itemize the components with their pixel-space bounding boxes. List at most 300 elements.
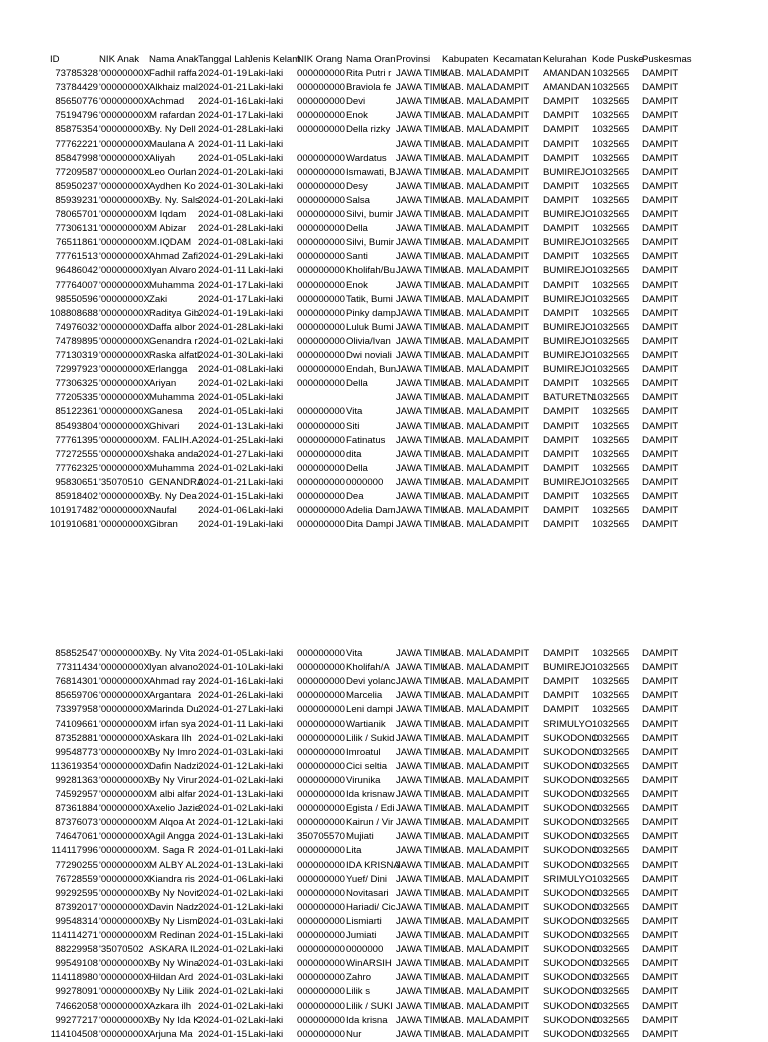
- cell-nik-anak[interactable]: '00000000X: [99, 420, 150, 432]
- cell-nama-anak[interactable]: Kiandra ris: [149, 873, 195, 885]
- cell-kode-puskesmas[interactable]: 1032565: [592, 873, 630, 885]
- cell-kelurahan[interactable]: DAMPIT: [543, 180, 580, 192]
- cell-jenis-kelamin[interactable]: Laki-laki: [248, 138, 284, 150]
- cell-kabupaten[interactable]: KAB. MALA: [442, 392, 493, 404]
- cell-jenis-kelamin[interactable]: Laki-laki: [248, 110, 284, 122]
- cell-jenis-kelamin[interactable]: Laki-laki: [248, 209, 284, 220]
- cell-nik-orang[interactable]: 000000000: [297, 96, 346, 108]
- cell-kabupaten[interactable]: KAB. MALA: [442, 462, 493, 474]
- cell-kecamatan[interactable]: DAMPIT: [493, 519, 530, 531]
- cell-jenis-kelamin[interactable]: Laki-laki: [248, 82, 284, 94]
- cell-provinsi[interactable]: JAWA TIMU: [396, 335, 448, 347]
- cell-nama-orang[interactable]: Olivia/Ivan: [346, 335, 391, 347]
- cell-kelurahan[interactable]: BUMIREJO: [543, 166, 593, 178]
- cell-kelurahan[interactable]: DAMPIT: [543, 194, 580, 206]
- cell-id[interactable]: 77764007: [55, 279, 98, 291]
- cell-tanggal-lahir[interactable]: 2024-01-12: [198, 817, 248, 829]
- cell-provinsi[interactable]: JAWA TIMU: [396, 662, 448, 674]
- cell-kecamatan[interactable]: DAMPIT: [493, 690, 530, 702]
- cell-kode-puskesmas[interactable]: 1032565: [592, 690, 630, 702]
- cell-id[interactable]: 77130319: [55, 350, 98, 361]
- cell-kecamatan[interactable]: DAMPIT: [493, 152, 530, 164]
- cell-kecamatan[interactable]: DAMPIT: [493, 364, 530, 376]
- cell-kelurahan[interactable]: DAMPIT: [543, 378, 580, 390]
- cell-nik-orang[interactable]: 000000000: [297, 110, 346, 122]
- cell-puskesmas[interactable]: DAMPIT: [642, 223, 679, 235]
- cell-puskesmas[interactable]: DAMPIT: [642, 194, 679, 206]
- cell-kecamatan[interactable]: DAMPIT: [493, 718, 530, 730]
- cell-provinsi[interactable]: JAWA TIMU: [396, 138, 448, 150]
- cell-nama-orang[interactable]: 0000000: [346, 944, 384, 956]
- cell-tanggal-lahir[interactable]: 2024-01-08: [198, 364, 248, 376]
- cell-jenis-kelamin[interactable]: Laki-laki: [248, 845, 284, 857]
- cell-kelurahan[interactable]: DAMPIT: [543, 110, 580, 122]
- cell-provinsi[interactable]: JAWA TIMU: [396, 789, 448, 800]
- cell-puskesmas[interactable]: DAMPIT: [642, 901, 679, 913]
- cell-kabupaten[interactable]: KAB. MALA: [442, 732, 493, 744]
- cell-kelurahan[interactable]: SUKODONO: [543, 901, 599, 913]
- cell-kode-puskesmas[interactable]: 1032565: [592, 859, 630, 871]
- cell-nik-anak[interactable]: '00000000X: [99, 124, 150, 136]
- cell-provinsi[interactable]: JAWA TIMU: [396, 803, 448, 815]
- cell-puskesmas[interactable]: DAMPIT: [642, 350, 679, 361]
- cell-puskesmas[interactable]: DAMPIT: [642, 152, 679, 164]
- cell-kelurahan[interactable]: DAMPIT: [543, 448, 580, 460]
- cell-id[interactable]: 77290255: [55, 859, 98, 871]
- cell-nama-anak[interactable]: M ALBY AL: [149, 859, 198, 871]
- cell-kabupaten[interactable]: KAB. MALA: [442, 789, 493, 800]
- cell-kelurahan[interactable]: SUKODONO: [543, 746, 599, 758]
- cell-id[interactable]: 77209587: [55, 166, 98, 178]
- cell-kelurahan[interactable]: BUMIREJO: [543, 265, 593, 277]
- cell-puskesmas[interactable]: DAMPIT: [642, 209, 679, 220]
- cell-nama-anak[interactable]: Alkhaiz mal: [149, 82, 199, 94]
- cell-tanggal-lahir[interactable]: 2024-01-20: [198, 194, 248, 206]
- cell-kabupaten[interactable]: KAB. MALA: [442, 915, 493, 927]
- cell-tanggal-lahir[interactable]: 2024-01-08: [198, 209, 248, 220]
- cell-jenis-kelamin[interactable]: Laki-laki: [248, 335, 284, 347]
- cell-nama-anak[interactable]: Raditya Gib: [149, 307, 200, 319]
- cell-provinsi[interactable]: JAWA TIMU: [396, 873, 448, 885]
- cell-jenis-kelamin[interactable]: Laki-laki: [248, 237, 284, 249]
- cell-id[interactable]: 77762221: [55, 138, 98, 150]
- column-header[interactable]: ID: [50, 54, 60, 65]
- cell-nik-anak[interactable]: '00000000X: [99, 321, 150, 333]
- cell-nama-orang[interactable]: Tatik, Bumi: [346, 293, 393, 305]
- column-header[interactable]: Provinsi: [396, 54, 431, 65]
- cell-kabupaten[interactable]: KAB. MALA: [442, 690, 493, 702]
- cell-provinsi[interactable]: JAWA TIMU: [396, 859, 448, 871]
- cell-nama-orang[interactable]: Della: [346, 462, 368, 474]
- cell-kode-puskesmas[interactable]: 1032565: [592, 648, 630, 659]
- cell-tanggal-lahir[interactable]: 2024-01-28: [198, 124, 248, 136]
- cell-jenis-kelamin[interactable]: Laki-laki: [248, 491, 284, 502]
- cell-tanggal-lahir[interactable]: 2024-01-27: [198, 704, 248, 716]
- cell-provinsi[interactable]: JAWA TIMU: [396, 124, 448, 136]
- cell-kabupaten[interactable]: KAB. MALA: [442, 420, 493, 432]
- cell-nik-orang[interactable]: [297, 391, 345, 405]
- cell-provinsi[interactable]: JAWA TIMU: [396, 96, 448, 108]
- cell-jenis-kelamin[interactable]: Laki-laki: [248, 68, 284, 79]
- cell-puskesmas[interactable]: DAMPIT: [642, 321, 679, 333]
- cell-nama-orang[interactable]: Kholifah/Bu: [346, 265, 396, 277]
- cell-provinsi[interactable]: JAWA TIMU: [396, 944, 448, 956]
- cell-tanggal-lahir[interactable]: 2024-01-02: [198, 732, 248, 744]
- cell-kode-puskesmas[interactable]: 1032565: [592, 704, 630, 716]
- cell-nik-anak[interactable]: '35070510: [99, 476, 144, 488]
- cell-kode-puskesmas[interactable]: 1032565: [592, 958, 630, 970]
- cell-nama-anak[interactable]: Erlangga: [149, 364, 188, 376]
- cell-kecamatan[interactable]: DAMPIT: [493, 774, 530, 786]
- cell-kelurahan[interactable]: SUKODONO: [543, 732, 599, 744]
- cell-nik-orang[interactable]: 000000000: [297, 505, 346, 517]
- cell-nik-anak[interactable]: '00000000X: [99, 519, 150, 531]
- cell-kabupaten[interactable]: KAB. MALA: [442, 265, 493, 277]
- cell-nik-anak[interactable]: '00000000X: [99, 915, 150, 927]
- cell-id[interactable]: 96486042: [55, 265, 98, 277]
- cell-id[interactable]: 74976032: [55, 321, 98, 333]
- cell-puskesmas[interactable]: DAMPIT: [642, 704, 679, 716]
- cell-jenis-kelamin[interactable]: Laki-laki: [248, 746, 284, 758]
- cell-puskesmas[interactable]: DAMPIT: [642, 378, 679, 390]
- cell-jenis-kelamin[interactable]: Laki-laki: [248, 817, 284, 829]
- cell-nama-anak[interactable]: Hildan Ard: [149, 972, 194, 984]
- cell-nama-orang[interactable]: Devi: [346, 96, 366, 108]
- cell-nik-anak[interactable]: '00000000X: [99, 774, 150, 786]
- cell-id[interactable]: 74647061: [55, 831, 98, 843]
- cell-puskesmas[interactable]: DAMPIT: [642, 831, 679, 843]
- cell-tanggal-lahir[interactable]: 2024-01-30: [198, 180, 248, 192]
- cell-nik-orang[interactable]: 000000000: [297, 237, 346, 249]
- cell-jenis-kelamin[interactable]: Laki-laki: [248, 519, 284, 531]
- cell-nik-orang[interactable]: 000000000: [297, 378, 346, 390]
- cell-nama-orang[interactable]: Zahro: [346, 972, 372, 984]
- cell-provinsi[interactable]: JAWA TIMU: [396, 746, 448, 758]
- cell-kelurahan[interactable]: DAMPIT: [543, 690, 580, 702]
- cell-nama-anak[interactable]: M Redinan: [149, 930, 196, 941]
- cell-nama-orang[interactable]: Dita Dampi: [346, 519, 394, 531]
- cell-kecamatan[interactable]: DAMPIT: [493, 704, 530, 716]
- cell-kabupaten[interactable]: KAB. MALA: [442, 958, 493, 970]
- cell-nik-orang[interactable]: 000000000: [297, 732, 346, 744]
- cell-nik-anak[interactable]: '00000000X: [99, 462, 150, 474]
- cell-puskesmas[interactable]: DAMPIT: [642, 237, 679, 249]
- cell-kecamatan[interactable]: DAMPIT: [493, 293, 530, 305]
- cell-nik-orang[interactable]: 000000000: [297, 335, 346, 347]
- cell-kode-puskesmas[interactable]: 1032565: [592, 293, 630, 305]
- cell-puskesmas[interactable]: DAMPIT: [642, 364, 679, 376]
- cell-puskesmas[interactable]: DAMPIT: [642, 68, 679, 79]
- cell-id[interactable]: 85852547: [55, 648, 98, 659]
- cell-tanggal-lahir[interactable]: 2024-01-11: [198, 718, 247, 730]
- cell-tanggal-lahir[interactable]: 2024-01-02: [198, 462, 248, 474]
- cell-kecamatan[interactable]: DAMPIT: [493, 82, 530, 94]
- cell-provinsi[interactable]: JAWA TIMU: [396, 986, 448, 998]
- cell-puskesmas[interactable]: DAMPIT: [642, 124, 679, 136]
- cell-nama-orang[interactable]: Nur: [346, 1028, 362, 1040]
- cell-nik-anak[interactable]: '00000000X: [99, 662, 150, 674]
- cell-nama-anak[interactable]: Muhamma: [149, 279, 195, 291]
- cell-kabupaten[interactable]: KAB. MALA: [442, 237, 493, 249]
- cell-kecamatan[interactable]: DAMPIT: [493, 972, 530, 984]
- cell-provinsi[interactable]: JAWA TIMU: [396, 110, 448, 122]
- cell-nik-anak[interactable]: '00000000X: [99, 887, 150, 899]
- cell-puskesmas[interactable]: DAMPIT: [642, 986, 679, 998]
- cell-kode-puskesmas[interactable]: 1032565: [592, 803, 630, 815]
- cell-kecamatan[interactable]: DAMPIT: [493, 789, 530, 800]
- cell-id[interactable]: 77306131: [55, 223, 98, 235]
- cell-kabupaten[interactable]: KAB. MALA: [442, 930, 493, 941]
- cell-puskesmas[interactable]: DAMPIT: [642, 279, 679, 291]
- cell-nik-anak[interactable]: '00000000X: [99, 859, 150, 871]
- cell-jenis-kelamin[interactable]: Laki-laki: [248, 321, 284, 333]
- cell-nama-anak[interactable]: Arjuna Ma: [149, 1028, 193, 1040]
- cell-kelurahan[interactable]: DAMPIT: [543, 676, 580, 688]
- cell-nama-anak[interactable]: Naufal: [149, 505, 177, 517]
- cell-provinsi[interactable]: JAWA TIMU: [396, 378, 448, 390]
- cell-jenis-kelamin[interactable]: Laki-laki: [248, 972, 284, 984]
- cell-nik-orang[interactable]: 000000000: [297, 676, 346, 688]
- cell-kecamatan[interactable]: DAMPIT: [493, 944, 530, 956]
- cell-nik-anak[interactable]: '00000000X: [99, 803, 150, 815]
- cell-nik-anak[interactable]: '00000000X: [99, 732, 150, 744]
- cell-kecamatan[interactable]: DAMPIT: [493, 406, 530, 418]
- cell-kecamatan[interactable]: DAMPIT: [493, 831, 530, 843]
- cell-tanggal-lahir[interactable]: 2024-01-08: [198, 237, 248, 249]
- cell-nama-anak[interactable]: M Iqdam: [149, 209, 187, 220]
- cell-tanggal-lahir[interactable]: 2024-01-13: [198, 789, 248, 800]
- cell-kabupaten[interactable]: KAB. MALA: [442, 194, 493, 206]
- cell-nik-anak[interactable]: '00000000X: [99, 746, 150, 758]
- cell-jenis-kelamin[interactable]: Laki-laki: [248, 789, 284, 800]
- cell-provinsi[interactable]: JAWA TIMU: [396, 251, 448, 263]
- cell-nik-orang[interactable]: 000000000: [297, 124, 346, 136]
- cell-jenis-kelamin[interactable]: Laki-laki: [248, 760, 284, 772]
- cell-kecamatan[interactable]: DAMPIT: [493, 350, 530, 361]
- cell-nama-orang[interactable]: Endah, Bun: [346, 364, 397, 376]
- cell-kelurahan[interactable]: DAMPIT: [543, 434, 580, 446]
- cell-nama-orang[interactable]: Cici seltia: [346, 760, 388, 772]
- cell-kecamatan[interactable]: DAMPIT: [493, 859, 530, 871]
- cell-tanggal-lahir[interactable]: 2024-01-20: [198, 166, 248, 178]
- cell-nama-orang[interactable]: [346, 138, 395, 152]
- cell-jenis-kelamin[interactable]: Laki-laki: [248, 930, 284, 941]
- cell-tanggal-lahir[interactable]: 2024-01-06: [198, 873, 248, 885]
- cell-kabupaten[interactable]: KAB. MALA: [442, 138, 493, 150]
- cell-jenis-kelamin[interactable]: Laki-laki: [248, 958, 284, 970]
- cell-kabupaten[interactable]: KAB. MALA: [442, 364, 493, 376]
- cell-puskesmas[interactable]: DAMPIT: [642, 293, 679, 305]
- cell-nik-anak[interactable]: '00000000X: [99, 901, 150, 913]
- cell-kelurahan[interactable]: SUKODONO: [543, 930, 599, 941]
- cell-kelurahan[interactable]: SUKODONO: [543, 958, 599, 970]
- cell-tanggal-lahir[interactable]: 2024-01-12: [198, 901, 248, 913]
- cell-nik-orang[interactable]: 000000000: [297, 901, 346, 913]
- cell-provinsi[interactable]: JAWA TIMU: [396, 845, 448, 857]
- cell-provinsi[interactable]: JAWA TIMU: [396, 350, 448, 361]
- cell-puskesmas[interactable]: DAMPIT: [642, 662, 679, 674]
- cell-id[interactable]: 88229958: [55, 944, 98, 956]
- cell-puskesmas[interactable]: DAMPIT: [642, 1014, 679, 1026]
- cell-puskesmas[interactable]: DAMPIT: [642, 746, 679, 758]
- cell-nik-orang[interactable]: 000000000: [297, 648, 346, 659]
- cell-kelurahan[interactable]: BUMIREJO: [543, 209, 593, 220]
- cell-nik-anak[interactable]: '00000000X: [99, 392, 150, 404]
- cell-kabupaten[interactable]: KAB. MALA: [442, 873, 493, 885]
- cell-nama-orang[interactable]: Della: [346, 223, 368, 235]
- cell-kabupaten[interactable]: KAB. MALA: [442, 746, 493, 758]
- cell-puskesmas[interactable]: DAMPIT: [642, 972, 679, 984]
- cell-tanggal-lahir[interactable]: 2024-01-17: [198, 293, 248, 305]
- cell-kelurahan[interactable]: AMANDAN: [543, 82, 591, 94]
- cell-tanggal-lahir[interactable]: 2024-01-28: [198, 223, 248, 235]
- cell-puskesmas[interactable]: DAMPIT: [642, 873, 679, 885]
- cell-jenis-kelamin[interactable]: Laki-laki: [248, 986, 284, 998]
- cell-puskesmas[interactable]: DAMPIT: [642, 774, 679, 786]
- cell-jenis-kelamin[interactable]: Laki-laki: [248, 732, 284, 744]
- cell-nik-anak[interactable]: '00000000X: [99, 831, 150, 843]
- cell-kode-puskesmas[interactable]: 1032565: [592, 378, 630, 390]
- cell-nama-orang[interactable]: Dea: [346, 491, 364, 502]
- cell-jenis-kelamin[interactable]: Laki-laki: [248, 774, 284, 786]
- cell-kecamatan[interactable]: DAMPIT: [493, 873, 530, 885]
- cell-nama-anak[interactable]: M.IQDAM: [149, 237, 192, 249]
- cell-nik-anak[interactable]: '00000000X: [99, 845, 150, 857]
- cell-provinsi[interactable]: JAWA TIMU: [396, 307, 448, 319]
- cell-jenis-kelamin[interactable]: Laki-laki: [248, 648, 284, 659]
- cell-puskesmas[interactable]: DAMPIT: [642, 718, 679, 730]
- cell-nama-orang[interactable]: Silvi, bumir: [346, 209, 393, 220]
- cell-nama-orang[interactable]: Ida krisnaw: [346, 789, 395, 800]
- cell-provinsi[interactable]: JAWA TIMU: [396, 279, 448, 291]
- cell-id[interactable]: 77311434: [56, 662, 98, 674]
- cell-kecamatan[interactable]: DAMPIT: [493, 760, 530, 772]
- cell-kelurahan[interactable]: DAMPIT: [543, 519, 580, 531]
- cell-tanggal-lahir[interactable]: 2024-01-27: [198, 448, 248, 460]
- cell-kabupaten[interactable]: KAB. MALA: [442, 321, 493, 333]
- cell-nama-orang[interactable]: Della: [346, 378, 368, 390]
- cell-puskesmas[interactable]: DAMPIT: [642, 406, 679, 418]
- cell-kabupaten[interactable]: KAB. MALA: [442, 831, 493, 843]
- cell-kode-puskesmas[interactable]: 1032565: [592, 789, 630, 800]
- cell-kecamatan[interactable]: DAMPIT: [493, 223, 530, 235]
- cell-kabupaten[interactable]: KAB. MALA: [442, 676, 493, 688]
- cell-provinsi[interactable]: JAWA TIMU: [396, 519, 448, 531]
- cell-kode-puskesmas[interactable]: 1032565: [592, 774, 630, 786]
- column-header[interactable]: Kelurahan: [543, 54, 587, 65]
- cell-tanggal-lahir[interactable]: 2024-01-13: [198, 420, 248, 432]
- cell-nama-anak[interactable]: Iyan alvano: [149, 662, 199, 674]
- cell-nik-anak[interactable]: '00000000X: [99, 676, 150, 688]
- cell-kabupaten[interactable]: KAB. MALA: [442, 845, 493, 857]
- cell-nik-orang[interactable]: 000000000: [297, 704, 346, 716]
- cell-kelurahan[interactable]: SUKODONO: [543, 1014, 599, 1026]
- cell-nama-anak[interactable]: Aliyah: [149, 152, 176, 164]
- cell-tanggal-lahir[interactable]: 2024-01-15: [198, 930, 248, 941]
- cell-kode-puskesmas[interactable]: 1032565: [592, 82, 630, 94]
- cell-kode-puskesmas[interactable]: 1032565: [592, 476, 630, 488]
- cell-provinsi[interactable]: JAWA TIMU: [396, 237, 448, 249]
- cell-nik-anak[interactable]: '00000000X: [99, 718, 150, 730]
- cell-tanggal-lahir[interactable]: 2024-01-26: [198, 690, 248, 702]
- cell-nama-anak[interactable]: M Abizar: [149, 223, 187, 235]
- cell-nama-orang[interactable]: Virunika: [346, 774, 381, 786]
- cell-kecamatan[interactable]: DAMPIT: [493, 124, 530, 136]
- cell-kode-puskesmas[interactable]: 1032565: [592, 915, 630, 927]
- cell-kecamatan[interactable]: DAMPIT: [493, 335, 530, 347]
- cell-kabupaten[interactable]: KAB. MALA: [442, 760, 493, 772]
- cell-kode-puskesmas[interactable]: 1032565: [592, 209, 630, 220]
- cell-id[interactable]: 74592957: [55, 789, 98, 800]
- cell-nik-orang[interactable]: 000000000: [297, 944, 346, 956]
- cell-puskesmas[interactable]: DAMPIT: [642, 817, 679, 829]
- cell-puskesmas[interactable]: DAMPIT: [642, 859, 679, 871]
- cell-kabupaten[interactable]: KAB. MALA: [442, 293, 493, 305]
- cell-kecamatan[interactable]: DAMPIT: [493, 746, 530, 758]
- cell-jenis-kelamin[interactable]: Laki-laki: [248, 406, 284, 418]
- cell-nik-anak[interactable]: '00000000X: [99, 1000, 150, 1012]
- cell-jenis-kelamin[interactable]: Laki-laki: [248, 180, 284, 192]
- cell-nama-orang[interactable]: Imroatul: [346, 746, 381, 758]
- cell-puskesmas[interactable]: DAMPIT: [642, 335, 679, 347]
- cell-jenis-kelamin[interactable]: Laki-laki: [248, 265, 284, 277]
- cell-nik-orang[interactable]: 000000000: [297, 873, 346, 885]
- cell-kabupaten[interactable]: KAB. MALA: [442, 519, 493, 531]
- cell-kode-puskesmas[interactable]: 1032565: [592, 223, 630, 235]
- cell-kecamatan[interactable]: DAMPIT: [493, 662, 530, 674]
- cell-id[interactable]: 85847998: [55, 152, 98, 164]
- cell-nik-anak[interactable]: '00000000X: [99, 68, 150, 79]
- cell-jenis-kelamin[interactable]: Laki-laki: [248, 690, 284, 702]
- cell-puskesmas[interactable]: DAMPIT: [642, 110, 679, 122]
- cell-id[interactable]: 77761513: [55, 251, 98, 263]
- cell-nama-anak[interactable]: Iyan Alvaro: [149, 265, 197, 277]
- cell-kode-puskesmas[interactable]: 1032565: [592, 68, 630, 79]
- cell-kelurahan[interactable]: BUMIREJO: [543, 364, 593, 376]
- cell-provinsi[interactable]: JAWA TIMU: [396, 392, 448, 404]
- cell-nama-orang[interactable]: Ismawati, B: [346, 166, 396, 178]
- cell-kode-puskesmas[interactable]: 1032565: [592, 180, 630, 192]
- cell-id[interactable]: 114104508: [50, 1028, 98, 1040]
- cell-tanggal-lahir[interactable]: 2024-01-25: [198, 434, 248, 446]
- cell-kecamatan[interactable]: DAMPIT: [493, 676, 530, 688]
- cell-nik-anak[interactable]: '00000000X: [99, 307, 150, 319]
- cell-nik-anak[interactable]: '00000000X: [99, 690, 150, 702]
- cell-nama-anak[interactable]: Gibran: [149, 519, 178, 531]
- cell-id[interactable]: 77762325: [55, 462, 98, 474]
- cell-nama-orang[interactable]: Kairun / Vir: [346, 817, 394, 829]
- cell-id[interactable]: 99277217: [55, 1014, 98, 1026]
- cell-kode-puskesmas[interactable]: 1032565: [592, 746, 630, 758]
- cell-kode-puskesmas[interactable]: 1032565: [592, 930, 630, 941]
- cell-kecamatan[interactable]: DAMPIT: [493, 96, 530, 108]
- cell-id[interactable]: 99281363: [55, 774, 98, 786]
- cell-kecamatan[interactable]: DAMPIT: [493, 237, 530, 249]
- cell-nama-orang[interactable]: Ida krisna: [346, 1014, 388, 1026]
- cell-kabupaten[interactable]: KAB. MALA: [442, 378, 493, 390]
- cell-nama-orang[interactable]: dita: [346, 448, 362, 460]
- cell-kecamatan[interactable]: DAMPIT: [493, 817, 530, 829]
- cell-nik-anak[interactable]: '00000000X: [99, 817, 150, 829]
- cell-nik-orang[interactable]: 000000000: [297, 986, 346, 998]
- cell-nik-anak[interactable]: '00000000X: [99, 96, 150, 108]
- cell-nama-anak[interactable]: shaka anda: [149, 448, 199, 460]
- cell-tanggal-lahir[interactable]: 2024-01-05: [198, 392, 248, 404]
- cell-kabupaten[interactable]: KAB. MALA: [442, 209, 493, 220]
- cell-nik-orang[interactable]: 000000000: [297, 1000, 346, 1012]
- cell-id[interactable]: 99549108: [55, 958, 98, 970]
- cell-nama-orang[interactable]: Egista / Edi: [346, 803, 395, 815]
